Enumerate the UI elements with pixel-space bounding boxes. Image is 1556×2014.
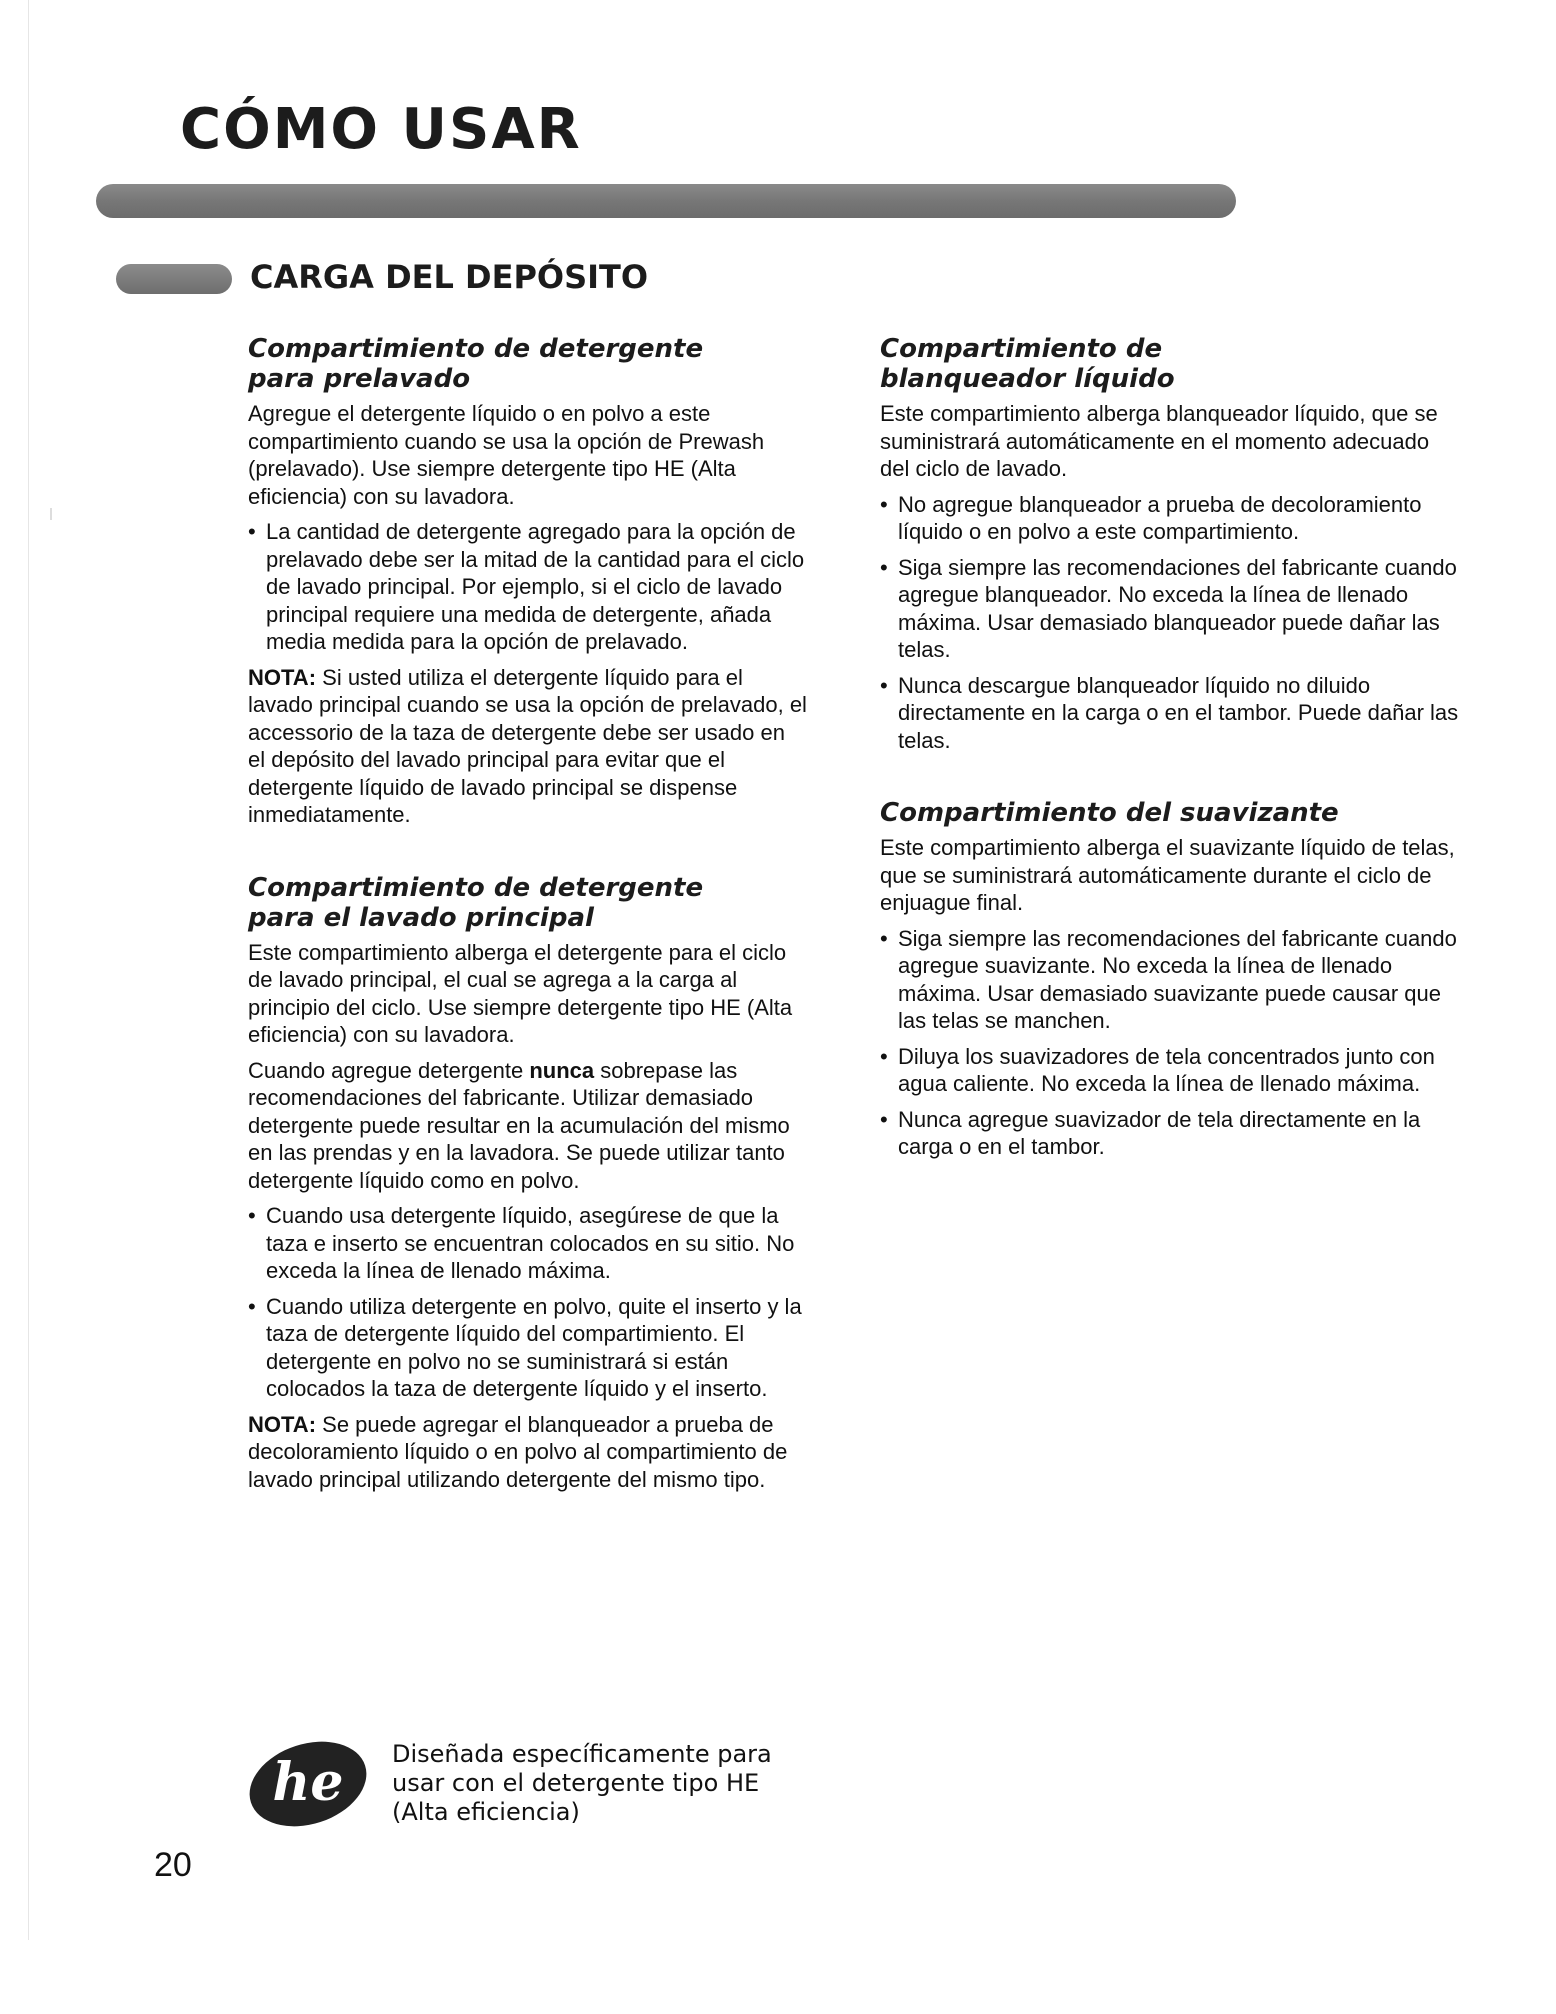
emphasis-text: nunca — [529, 1057, 595, 1083]
main-wash-bullets — [248, 1202, 808, 1403]
list-item — [248, 1293, 808, 1403]
list-item — [880, 1043, 1460, 1098]
he-logo-text: he — [272, 1752, 344, 1813]
main-wash-heading-line1: Compartimiento de detergente — [248, 872, 704, 903]
he-line: (Alta eficiencia) — [392, 1798, 580, 1826]
prewash-bullets — [248, 518, 808, 656]
title-bar — [96, 184, 1236, 218]
bleach-heading-line1: Compartimiento de — [880, 334, 1163, 364]
page-number: 20 — [154, 1846, 192, 1884]
bullet-icon: • — [880, 491, 888, 517]
list-item — [248, 518, 808, 656]
prewash-heading-line2: para prelavado — [248, 364, 471, 394]
list-item-text: La cantidad de detergente agregado para la opción de prelavado debe ser la mitad de la cantidad para el ciclo de lavado principal. Por ejemplo, si el ciclo de lavado principal requiere una medida de detergente, añada media medida para la opción de prelavado. — [266, 519, 805, 654]
list-item-text: Cuando utiliza detergente en polvo, quite el inserto y la taza de detergente líquido del compartimiento. El detergente en polvo no se suministrará si están colocados la taza de detergente líquido y el inserto. — [266, 1293, 802, 1401]
list-item-text: Cuando usa detergente líquido, asegúrese de que la taza e inserto se encuentran colocados en su sitio. No exceda la línea de llenado máxima. — [266, 1203, 795, 1283]
bullet-icon: • — [880, 672, 888, 698]
he-line: Diseñada específicamente para — [392, 1740, 772, 1768]
he-line: usar con el detergente tipo HE — [392, 1769, 760, 1797]
main-wash-intro: Este compartimiento alberga el detergente para el ciclo de lavado principal, el cual se agrega a la carga al principio del ciclo. Use siempre detergente tipo HE (Alta eficiencia) con su lavadora. — [248, 939, 793, 1047]
bullet-icon: • — [880, 925, 888, 951]
bullet-icon: • — [880, 554, 888, 580]
list-item-text: No agregue blanqueador a prueba de decoloramiento líquido o en polvo a este compartimiento. — [898, 491, 1422, 544]
bullet-icon: • — [248, 519, 256, 544]
prewash-heading — [248, 334, 808, 394]
section-marker — [116, 264, 232, 294]
main-wash-heading-line2: para el lavado principal — [248, 902, 594, 933]
main-wash-paragraph — [248, 1057, 808, 1195]
list-item — [880, 925, 1460, 1035]
list-item — [880, 491, 1460, 546]
page-edge — [28, 0, 29, 1940]
bullet-icon: • — [248, 1203, 256, 1228]
right-column — [880, 334, 1460, 1169]
he-description — [392, 1740, 812, 1827]
scan-mark — [50, 508, 52, 520]
softener-bullets — [880, 925, 1460, 1161]
he-logo-icon — [244, 1734, 372, 1830]
bullet-icon: • — [880, 1106, 888, 1132]
softener-heading: Compartimiento del suavizante — [880, 798, 1339, 828]
list-item — [880, 1106, 1460, 1161]
list-item-text: Diluya los suavizadores de tela concentrados junto con agua caliente. No exceda la línea de llenado máxima. — [898, 1043, 1435, 1096]
list-item-text: Siga siempre las recomendaciones del fabricante cuando agregue suavizante. No exceda la línea de llenado máxima. Usar demasiado suavizante puede causar que las telas se manchen. — [898, 925, 1457, 1033]
note-label: NOTA: — [248, 664, 317, 690]
list-item-text: Nunca agregue suavizador de tela directamente en la carga o en el tambor. — [898, 1106, 1421, 1159]
bullet-icon: • — [880, 1043, 888, 1069]
page-title: CÓMO USAR — [180, 97, 582, 162]
bleach-heading — [880, 334, 1460, 394]
note-text: Si usted utiliza el detergente líquido para el lavado principal cuando se usa la opción de prelavado, el accessorio de la taza de detergente debe ser usado en el depósito del lavado principal para evitar que el detergente líquido de lavado principal se dispense inmediatamente. — [248, 664, 807, 827]
main-wash-heading — [248, 873, 808, 933]
list-item — [248, 1202, 808, 1285]
list-item — [880, 672, 1460, 755]
note-label: NOTA: — [248, 1411, 317, 1437]
bleach-intro: Este compartimiento alberga blanqueador líquido, que se suministrará automáticamente en el momento adecuado del ciclo de lavado. — [880, 401, 1438, 481]
prewash-heading-line1: Compartimiento de detergente — [248, 334, 704, 364]
prewash-note — [248, 664, 808, 829]
main-wash-note — [248, 1411, 808, 1494]
section-title: CARGA DEL DEPÓSITO — [250, 258, 649, 296]
prewash-intro: Agregue el detergente líquido o en polvo a este compartimiento cuando se usa la opción de Prewash (prelavado). Use siempre detergente tipo HE (Alta eficiencia) con su lavadora. — [248, 401, 765, 509]
note-text: Se puede agregar el blanqueador a prueba de decoloramiento líquido o en polvo al compartimiento de lavado principal utilizando detergente del mismo tipo. — [248, 1411, 788, 1492]
paragraph-text: Cuando agregue detergente — [248, 1057, 530, 1083]
bullet-icon: • — [248, 1293, 256, 1319]
paragraph-text: sobrepase las recomendaciones del fabricante. Utilizar demasiado detergente puede resultar en la acumulación del mismo en las prendas y en la lavadora. Se puede utilizar tanto detergente líquido como en polvo. — [248, 1057, 790, 1193]
left-column — [248, 334, 808, 1501]
softener-intro: Este compartimiento alberga el suavizante líquido de telas, que se suministrará automáticamente durante el ciclo de enjuague final. — [880, 835, 1455, 915]
bleach-bullets — [880, 491, 1460, 755]
list-item-text: Nunca descargue blanqueador líquido no diluido directamente en la carga o en el tambor. Puede dañar las telas. — [898, 672, 1459, 753]
bleach-heading-line2: blanqueador líquido — [880, 364, 1175, 394]
list-item-text: Siga siempre las recomendaciones del fabricante cuando agregue blanqueador. No exceda la línea de llenado máxima. Usar demasiado blanqueador puede dañar las telas. — [898, 554, 1457, 662]
list-item — [880, 554, 1460, 664]
